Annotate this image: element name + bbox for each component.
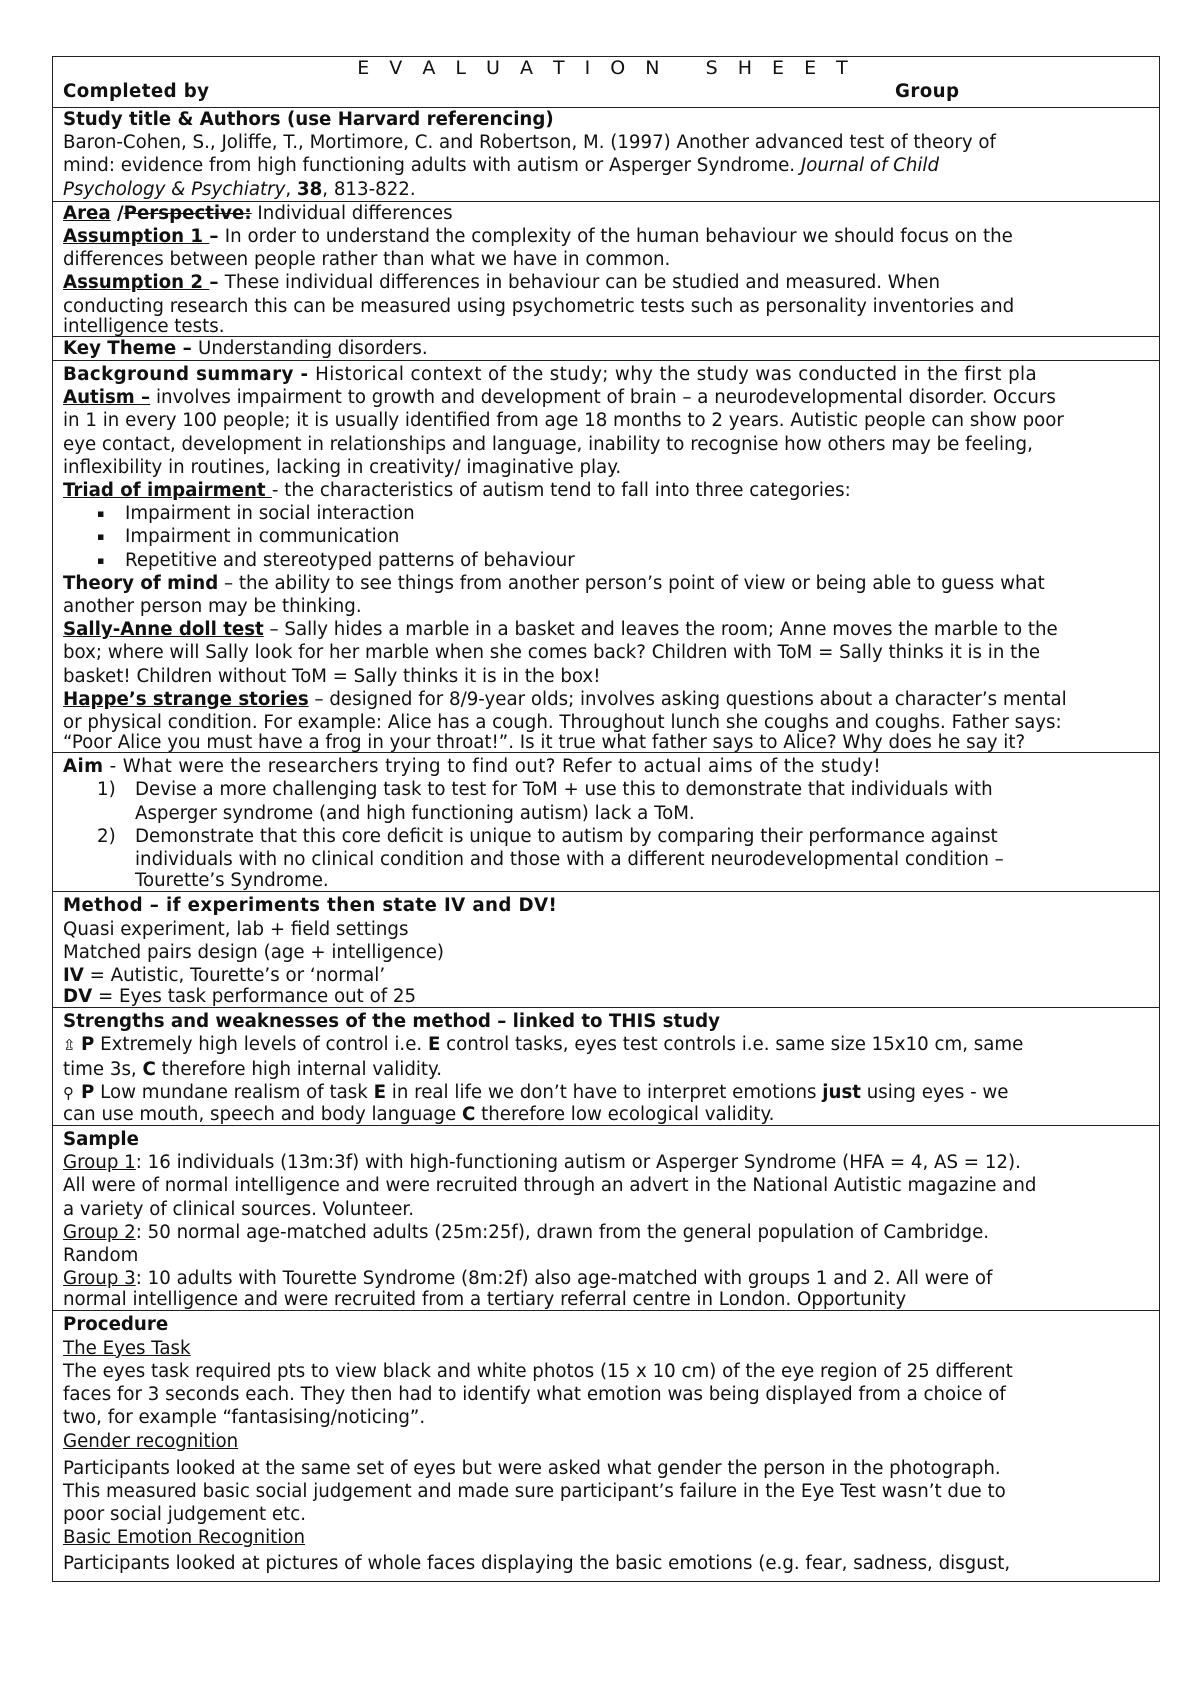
aim-text: - What were the researchers trying to find out? Refer to actual aims of the study! <box>103 756 882 778</box>
procedure-heading: Procedure <box>63 1314 169 1336</box>
evidence-label: E <box>427 1034 441 1056</box>
gender-recognition-text-2: This measured basic social judgement and made sure participant’s failure in the Eye Test wasn’t due to <box>63 1480 1006 1502</box>
sample-heading: Sample <box>63 1128 139 1150</box>
assumption-2-text-cont-2: intelligence tests. <box>63 315 225 337</box>
triad-text: - the characteristics of autism tend to fall into three categories: <box>271 480 851 502</box>
group-1-label: Group 1 <box>63 1152 136 1174</box>
thumbs-up-icon: ⇫ <box>63 1036 76 1055</box>
item-number: 1) <box>97 779 116 801</box>
bullet-text: Impairment in communication <box>125 526 400 548</box>
group-3-text-2: normal intelligence and were recruited from a tertiary referral centre in London. Opportunity <box>63 1289 907 1311</box>
area-value: Individual differences <box>251 202 453 224</box>
eyes-task-text: The eyes task required pts to view black and white photos (15 x 10 cm) of the eye region of 25 different <box>63 1360 1013 1382</box>
evaluation-sheet-table <box>52 56 1160 1582</box>
thumbs-down-icon: ⚲ <box>63 1083 74 1102</box>
weakness-text-3: using eyes - we <box>861 1081 1009 1103</box>
method-line-1: Quasi experiment, lab + field settings <box>63 918 409 940</box>
journal-name: Journal of Child <box>800 155 940 177</box>
bullet-text: Impairment in social interaction <box>125 503 415 525</box>
tom-text: – the ability to see things from another person’s point of view or being able to guess what <box>218 572 1045 594</box>
strength-text: Extremely high levels of control i.e. <box>94 1034 428 1056</box>
weakness-conclusion: therefore low ecological validity. <box>475 1103 775 1125</box>
strengths-heading: Strengths and weaknesses of the method – linked to THIS study <box>63 1011 721 1033</box>
group-3-label: Group 3 <box>63 1268 136 1290</box>
group-2-text-2: Random <box>63 1244 139 1266</box>
area-label: Area <box>63 202 111 224</box>
group-2-label: Group 2 <box>63 1221 136 1243</box>
background-label: Background summary - <box>63 364 316 386</box>
completed-by-label: Completed by <box>63 81 210 103</box>
triad-label: Triad of impairment <box>63 480 272 502</box>
study-heading: Study title & Authors (use Harvard referencing) <box>63 109 554 130</box>
study-row <box>53 108 1160 202</box>
sheet-title: E V A L U A T I O N S H E E T <box>357 57 855 79</box>
group-2-text: : 50 normal age-matched adults (25m:25f), drawn from the general population of Cambridge. <box>135 1221 990 1243</box>
sally-anne-label: Sally-Anne doll test <box>63 619 264 641</box>
item-text-cont: Asperger syndrome (and high functioning autism) lack a ToM. <box>135 802 695 824</box>
assumption-1-text: In order to understand the complexity of the human behaviour we should focus on the <box>224 226 1013 248</box>
key-theme-row <box>53 336 1160 360</box>
procedure-row <box>53 1311 1160 1582</box>
eyes-task-label: The Eyes Task <box>63 1337 191 1359</box>
basic-emotion-label: Basic Emotion Recognition <box>63 1527 305 1549</box>
point-label: P <box>81 1034 95 1056</box>
bullet-text: Repetitive and stereotyped patterns of behaviour <box>125 549 575 571</box>
method-heading: Method – if experiments then state IV and DV! <box>63 895 558 917</box>
bullet-icon: ▪ <box>97 553 105 567</box>
eyes-task-text-3: two, for example “fantasising/noticing”. <box>63 1407 426 1429</box>
bullet-icon: ▪ <box>97 507 105 521</box>
group-1-text: : 16 individuals (13m:3f) with high-functioning autism or Asperger Syndrome (HFA = 4, AS = 12). <box>135 1152 1021 1174</box>
weakness-text-4: can use mouth, speech and body language <box>63 1103 462 1125</box>
list-item <box>63 825 1149 848</box>
list-item <box>63 502 1149 525</box>
assumption-1-label: Assumption 1 <box>63 226 210 248</box>
conclusion-label: C <box>461 1103 476 1125</box>
key-theme-label: Key Theme – <box>63 337 199 359</box>
iv-label: IV <box>63 964 84 986</box>
assumption-1-dash: – <box>209 226 225 248</box>
conclusion-label: C <box>142 1058 156 1080</box>
autism-text-4: inflexibility in routines, lacking in creativity/ imaginative play. <box>63 456 622 478</box>
dv-label: DV <box>63 986 93 1008</box>
list-item <box>63 778 1149 801</box>
item-text-cont: individuals with no clinical condition and those with a different neurodevelopmental condition – <box>135 849 1004 871</box>
pages: , 813-822. <box>322 178 416 200</box>
assumption-1-text-cont: differences between people rather than what we have in common. <box>63 249 671 271</box>
just-emphasis: just <box>822 1081 861 1103</box>
tom-label: Theory of mind <box>63 572 219 594</box>
study-citation-line-1: Baron-Cohen, S., Joliffe, T., Mortimore, C. and Robertson, M. (1997) Another advanced test of theory of <box>63 132 996 154</box>
group-1-text-3: a variety of clinical sources. Volunteer. <box>63 1198 415 1220</box>
journal-name-cont: Psychology & Psychiatry <box>63 178 286 200</box>
strengths-row <box>53 1008 1160 1126</box>
list-item <box>63 525 1149 548</box>
item-number: 2) <box>97 825 116 847</box>
bullet-icon: ▪ <box>97 530 105 544</box>
slash: / <box>110 202 124 224</box>
study-citation-line-2: mind: evidence from high functioning adults with autism or Asperger Syndrome. <box>63 155 801 177</box>
header-row <box>53 57 1160 108</box>
background-row <box>53 361 1160 753</box>
autism-text-2: in 1 in every 100 people; it is usually identified from age 18 months to 2 years. Autistic people can show poor <box>63 410 1064 432</box>
sally-anne-text-2: box; where will Sally look for her marble when she comes back? Children with ToM = Sally thinks it is in the <box>63 642 1041 664</box>
autism-label: Autism – <box>63 387 151 409</box>
comma: , <box>285 178 297 200</box>
gender-recognition-label: Gender recognition <box>63 1431 239 1453</box>
aim-row <box>53 753 1160 892</box>
happe-text-3: “Poor Alice you must have a frog in your throat!”. Is it true what father says to Alice? Why does he say it? <box>63 732 1026 754</box>
item-text: Devise a more challenging task to test for ToM + use this to demonstrate that individuals with <box>135 779 993 801</box>
point-label: P <box>81 1081 95 1103</box>
gender-recognition-text-3: poor social judgement etc. <box>63 1503 307 1525</box>
item-text-cont-2: Tourette’s Syndrome. <box>135 870 329 892</box>
group-3-text: : 10 adults with Tourette Syndrome (8m:2f) also age-matched with groups 1 and 2. All were of <box>135 1268 993 1290</box>
autism-text-3: eye contact, development in relationships and language, inability to recognise how others may be feeling, <box>63 433 1033 455</box>
autism-text: involves impairment to growth and development of brain – a neurodevelopmental disorder. Occurs <box>150 387 1056 409</box>
basic-emotion-text: Participants looked at pictures of whole faces displaying the basic emotions (e.g. fear, sadness, disgust, <box>63 1553 1011 1575</box>
dv-text: = Eyes task performance out of 25 <box>92 986 417 1008</box>
weakness-text: Low mundane realism of task <box>94 1081 374 1103</box>
background-intro: Historical context of the study; why the study was conducted in the first pla <box>315 364 1038 386</box>
item-text: Demonstrate that this core deficit is unique to autism by comparing their performance against <box>135 825 998 847</box>
assumption-2-label: Assumption 2 <box>63 272 210 294</box>
strength-text-2: control tasks, eyes test controls i.e. same size 15x10 cm, same <box>440 1034 1024 1056</box>
group-label: Group <box>895 81 960 103</box>
iv-text: = Autistic, Tourette’s or ‘normal’ <box>83 964 386 986</box>
sally-anne-text-3: basket! Children without ToM = Sally thinks it is in the box! <box>63 665 601 687</box>
strength-conclusion: therefore high internal validity. <box>155 1058 443 1080</box>
assumption-2-text: These individual differences in behaviour can be studied and measured. When <box>224 272 941 294</box>
eyes-task-text-2: faces for 3 seconds each. They then had to identify what emotion was being displayed from a choice of <box>63 1383 1006 1405</box>
method-line-2: Matched pairs design (age + intelligence) <box>63 941 444 963</box>
area-row <box>53 201 1160 336</box>
happe-text: – designed for 8/9-year olds; involves asking questions about a character’s mental <box>308 688 1067 710</box>
sample-row <box>53 1125 1160 1310</box>
list-item <box>63 549 1149 572</box>
evidence-label: E <box>373 1081 386 1103</box>
volume: 38 <box>296 178 323 200</box>
method-row <box>53 892 1160 1008</box>
strength-text-3: time 3s, <box>63 1058 143 1080</box>
assumption-2-dash: – <box>209 272 225 294</box>
happe-label: Happe’s strange stories <box>63 688 309 710</box>
perspective-label: Perspective: <box>123 202 252 224</box>
group-1-text-2: All were of normal intelligence and were recruited through an advert in the National Autistic magazine and <box>63 1175 1037 1197</box>
happe-text-2: or physical condition. For example: Alice has a cough. Throughout lunch she coughs and coughs. Father says: <box>63 712 1062 734</box>
sally-anne-text: – Sally hides a marble in a basket and leaves the room; Anne moves the marble to the <box>263 619 1058 641</box>
tom-text-2: another person may be thinking. <box>63 596 362 618</box>
assumption-2-text-cont: conducting research this can be measured using psychometric tests such as personality inventories and <box>63 295 1015 317</box>
key-theme-value: Understanding disorders. <box>198 337 428 359</box>
gender-recognition-text: Participants looked at the same set of eyes but were asked what gender the person in the photograph. <box>63 1457 1001 1479</box>
weakness-text-2: in real life we don’t have to interpret emotions <box>386 1081 823 1103</box>
aim-label: Aim <box>63 756 104 778</box>
